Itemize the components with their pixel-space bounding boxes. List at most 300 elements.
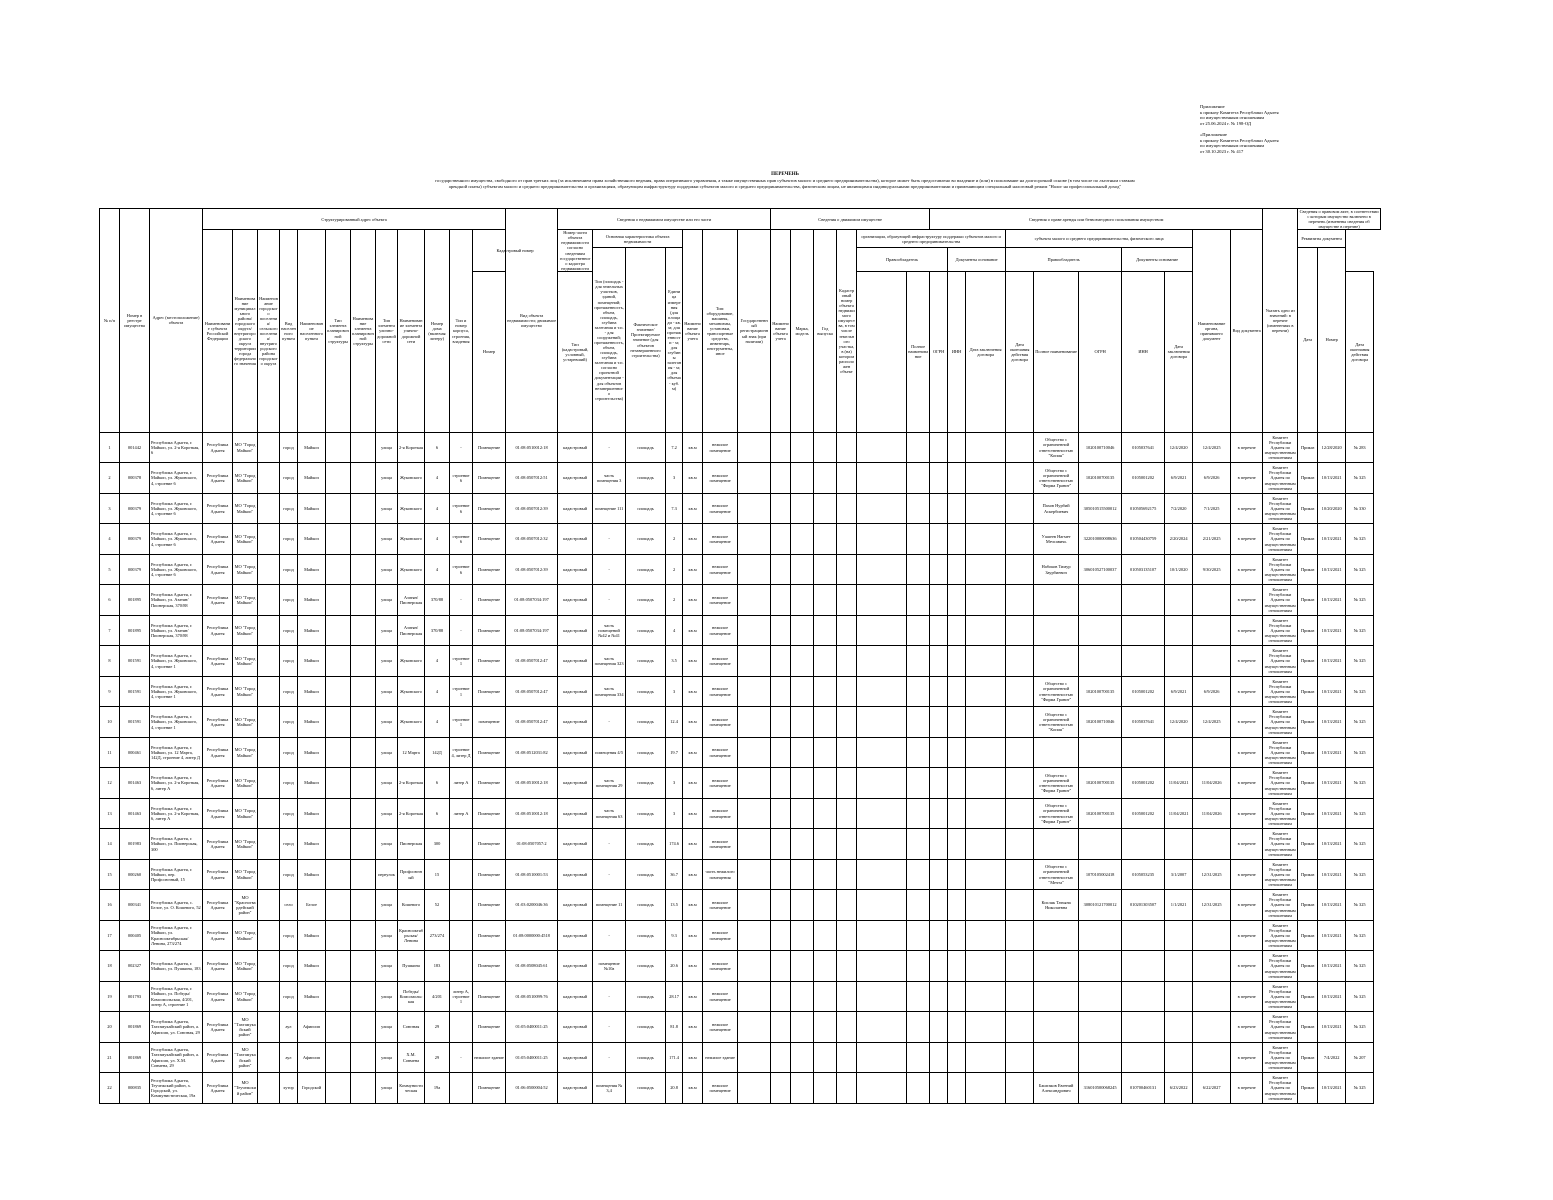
empty-cell <box>791 951 814 982</box>
empty-cell <box>930 737 948 768</box>
cell-mun: МО "Город Майкоп" <box>233 585 258 616</box>
empty-cell <box>837 1073 857 1104</box>
cell-sn: Афипсип <box>298 1042 326 1073</box>
note-line: к приказу Комитета Республики Адыгея <box>1200 109 1279 115</box>
cell-chr: площадь <box>626 463 666 494</box>
table-row <box>100 859 1381 890</box>
note-line: от 30.10.2023 г. № 417 <box>1200 148 1244 154</box>
cell-unit: кв.м <box>683 646 703 677</box>
empty-cell <box>1006 432 1034 463</box>
cell-str_t: улица <box>376 463 398 494</box>
col-object-type: Вид объекта недвижимости; движимое имущество <box>506 209 558 433</box>
cell-st: город <box>280 951 298 982</box>
cell-val: 36.7 <box>666 859 683 890</box>
cell-sn: Афипсип <box>298 1012 326 1043</box>
empty-cell <box>814 554 837 585</box>
cell-dn: № 325 <box>1346 676 1374 707</box>
cell-val: 20.8 <box>666 1073 683 1104</box>
empty-cell <box>930 463 948 494</box>
cell-ct: кадастровый <box>558 646 593 677</box>
cell-reg: 001793 <box>120 981 150 1012</box>
empty-cell <box>771 829 791 860</box>
cell-bldg <box>450 829 473 860</box>
empty-cell <box>948 585 966 616</box>
cell-d2 <box>1193 646 1231 677</box>
cell-n: 6 <box>100 585 120 616</box>
cell-sn: Майкоп <box>298 981 326 1012</box>
empty-cell <box>907 859 930 890</box>
cell-chr: площадь <box>626 1042 666 1073</box>
cell-dd: 10/13/2021 <box>1318 615 1346 646</box>
cell-str_n: Краснооктябрьская/Ленина <box>398 920 425 951</box>
empty-cell <box>326 554 351 585</box>
cell-d2: 11/04/2026 <box>1193 768 1231 799</box>
cell-d2 <box>1193 829 1231 860</box>
cell-fn: Пахов Нурбий Аскербиевич <box>1034 493 1079 524</box>
cell-cad: 01:08:0512031:82 <box>506 737 558 768</box>
cell-dd: 10/13/2021 <box>1318 646 1346 677</box>
empty-cell <box>837 737 857 768</box>
cell-rn: нежилое помещение <box>703 432 738 463</box>
cell-unit: кв.м <box>683 859 703 890</box>
empty-cell <box>814 1012 837 1043</box>
cell-part: - <box>593 1012 626 1043</box>
cell-val: 3 <box>666 798 683 829</box>
cell-cad: 01:05:0400011:25 <box>506 1042 558 1073</box>
cell-subj: Республика Адыгея <box>203 585 233 616</box>
empty-cell <box>771 615 791 646</box>
empty-cell <box>326 859 351 890</box>
cell-inn <box>1122 615 1165 646</box>
empty-cell <box>948 1073 966 1104</box>
cell-dt: Приказ <box>1298 829 1318 860</box>
cell-subj: Республика Адыгея <box>203 920 233 951</box>
cell-str_t: улица <box>376 1012 398 1043</box>
cell-reg: 000260 <box>120 859 150 890</box>
empty-cell <box>791 829 814 860</box>
empty-cell <box>326 951 351 982</box>
empty-cell <box>258 432 280 463</box>
cell-rn: нежилое помещение <box>703 524 738 555</box>
cell-addr: Республика Адыгея, г. Майкоп, ул. 2-я Короткая, 6, литер А <box>150 798 203 829</box>
cell-ogrn <box>1079 737 1122 768</box>
empty-cell <box>1006 676 1034 707</box>
cell-str_n: Жуковского <box>398 463 425 494</box>
note-line: по имущественным отношениям <box>1200 115 1265 120</box>
cell-ogrn <box>1079 951 1122 982</box>
cell-fn <box>1034 920 1079 951</box>
col-sme-inn: ИНН <box>1122 271 1165 432</box>
cadastral-group: Кадастровый номер <box>473 230 558 272</box>
cell-chr: площадь <box>626 951 666 982</box>
empty-cell <box>930 554 948 585</box>
cell-status: в перечне <box>1231 859 1263 890</box>
doc-req-group: Реквизиты документа <box>1298 230 1346 248</box>
empty-cell <box>791 737 814 768</box>
cell-str_n: Жуковского <box>398 707 425 738</box>
cell-subj: Республика Адыгея <box>203 798 233 829</box>
empty-cell <box>966 493 1006 524</box>
cell-auth: Комитет Республики Адыгея по имущественным отношениям <box>1263 554 1298 585</box>
cell-inn: 0105001202 <box>1122 676 1165 707</box>
cell-auth: Комитет Республики Адыгея по имущественным отношениям <box>1263 1042 1298 1073</box>
empty-cell <box>258 707 280 738</box>
cell-dt: Приказ <box>1298 615 1318 646</box>
cell-addr: Республика Адыгея, г. Майкоп, ул. Жуковского, 4, строение 1 <box>150 646 203 677</box>
empty-cell <box>930 676 948 707</box>
cell-ot: Помещение <box>473 768 506 799</box>
main-char-group: Основная характеристика объекта недвижимости <box>593 230 683 248</box>
cell-fn: Общество с ограниченной ответственностью "Фирма Гранит" <box>1034 798 1079 829</box>
cell-str_t: улица <box>376 554 398 585</box>
cell-d2: 2/21/2025 <box>1193 524 1231 555</box>
empty-cell <box>907 768 930 799</box>
empty-cell <box>326 768 351 799</box>
cell-unit: кв.м <box>683 1012 703 1043</box>
empty-cell <box>771 1073 791 1104</box>
col-reg-num: Номер в реестре имущества <box>120 209 150 433</box>
cell-subj: Республика Адыгея <box>203 890 233 921</box>
cell-status: в перечне <box>1231 829 1263 860</box>
cell-unit: кв.м <box>683 1073 703 1104</box>
cell-unit: кв.м <box>683 585 703 616</box>
empty-cell <box>930 798 948 829</box>
cell-d1 <box>1165 981 1193 1012</box>
empty-cell <box>837 1042 857 1073</box>
empty-cell <box>258 524 280 555</box>
empty-cell <box>966 1012 1006 1043</box>
col-infra-name: Полное наименование <box>907 271 930 432</box>
empty-cell <box>966 829 1006 860</box>
cell-d2 <box>1193 1012 1231 1043</box>
cell-inn: 0105001202 <box>1122 463 1165 494</box>
sme-holder-group: Правообладатель <box>1006 248 1122 272</box>
cell-str_n: Жуковского <box>398 676 425 707</box>
cell-house: 370/88 <box>425 615 450 646</box>
cell-dt: Приказ <box>1298 524 1318 555</box>
note-line: по имущественным отношениям <box>1200 143 1265 148</box>
cell-status: в перечне <box>1231 463 1263 494</box>
cell-st: аул <box>280 1012 298 1043</box>
cell-d2 <box>1193 951 1231 982</box>
empty-cell <box>857 890 907 921</box>
empty-cell <box>837 585 857 616</box>
cell-auth: Комитет Республики Адыгея по имущественным отношениям <box>1263 859 1298 890</box>
cell-dd: 10/13/2021 <box>1318 1073 1346 1104</box>
cell-inn: 010503135107 <box>1122 554 1165 585</box>
cell-dt: Приказ <box>1298 493 1318 524</box>
cell-unit: кв.м <box>683 737 703 768</box>
cell-dn: № 325 <box>1346 585 1374 616</box>
empty-cell <box>857 829 907 860</box>
cell-ct: кадастровый <box>558 829 593 860</box>
cell-n: 8 <box>100 646 120 677</box>
cell-house: 4 <box>425 707 450 738</box>
cell-str_t: улица <box>376 890 398 921</box>
cell-part: - <box>593 585 626 616</box>
empty-cell <box>791 890 814 921</box>
cell-dt: Приказ <box>1298 920 1318 951</box>
cell-dd: 10/13/2021 <box>1318 1012 1346 1043</box>
cell-sn: Майкоп <box>298 493 326 524</box>
col-status: Указать одно из значений: в перечне (изменениях в перечни) <box>1263 209 1298 433</box>
cell-subj: Республика Адыгея <box>203 432 233 463</box>
cell-rn: нежилое помещение <box>703 829 738 860</box>
cell-part: - <box>593 524 626 555</box>
empty-cell <box>814 646 837 677</box>
empty-cell <box>837 798 857 829</box>
cell-reg: 001591 <box>120 707 150 738</box>
cell-unit: кв.м <box>683 524 703 555</box>
empty-cell <box>857 1012 907 1043</box>
empty-cell <box>837 829 857 860</box>
empty-cell <box>791 524 814 555</box>
cell-dn: № 325 <box>1346 554 1374 585</box>
cell-d2: 12/4/2025 <box>1193 707 1231 738</box>
empty-cell <box>966 951 1006 982</box>
empty-cell <box>1006 554 1034 585</box>
cell-inn <box>1122 585 1165 616</box>
cell-d2: 6/9/2026 <box>1193 676 1231 707</box>
empty-cell <box>814 707 837 738</box>
cell-subj: Республика Адыгея <box>203 676 233 707</box>
cell-str_t: улица <box>376 615 398 646</box>
cell-mun: МО "Город Майкоп" <box>233 463 258 494</box>
cell-val: 12.4 <box>666 707 683 738</box>
cell-reg: 001895 <box>120 615 150 646</box>
cell-mun: МО "Город Майкоп" <box>233 920 258 951</box>
cell-subj: Республика Адыгея <box>203 951 233 982</box>
cell-fn <box>1034 981 1079 1012</box>
col-doc-number: Номер <box>1318 248 1346 433</box>
empty-cell <box>351 524 376 555</box>
cell-dn: № 207 <box>1346 1042 1374 1073</box>
cell-status: в перечне <box>1231 676 1263 707</box>
empty-cell <box>326 1042 351 1073</box>
cell-mun: МО "Город Майкоп" <box>233 798 258 829</box>
cell-val: 3 <box>666 768 683 799</box>
cell-n: 17 <box>100 920 120 951</box>
empty-cell <box>948 1042 966 1073</box>
note-line: Приложение <box>1200 104 1225 109</box>
cell-dt: Приказ <box>1298 798 1318 829</box>
cell-dn: № 325 <box>1346 463 1374 494</box>
cell-ot: Помещение <box>473 1073 506 1104</box>
empty-cell <box>966 798 1006 829</box>
empty-cell <box>857 859 907 890</box>
cell-sn: Белое <box>298 890 326 921</box>
cell-ct: кадастровый <box>558 676 593 707</box>
table-row <box>100 1012 1381 1043</box>
empty-cell <box>966 585 1006 616</box>
cell-subj: Республика Адыгея <box>203 493 233 524</box>
cell-house: 273/274 <box>425 920 450 951</box>
table-row <box>100 829 1381 860</box>
empty-cell <box>948 493 966 524</box>
cell-part: - <box>593 432 626 463</box>
empty-cell <box>351 1073 376 1104</box>
empty-cell <box>948 615 966 646</box>
cell-str_n: Х.М. Совмена <box>398 1042 425 1073</box>
col-street-name: Наименование элемента улично-дорожной сети <box>398 230 425 433</box>
cell-cad: 01:08:0507012:47 <box>506 646 558 677</box>
cell-rn: нежилое помещение <box>703 615 738 646</box>
cell-addr: Республика Адыгея, г. Майкоп, ул. 12 Марта, 142Д, строение 4, литер Д <box>150 737 203 768</box>
cell-sn: Майкоп <box>298 432 326 463</box>
cell-inn: 010505692175 <box>1122 493 1165 524</box>
cell-mun: МО "Город Майкоп" <box>233 829 258 860</box>
cell-ct: кадастровый <box>558 920 593 951</box>
col-building: Тип и номер корпуса, строения, владения <box>450 230 473 433</box>
cell-part: - <box>593 707 626 738</box>
cell-mun: МО "Тахтамукайский район" <box>233 1042 258 1073</box>
cell-dn: № 325 <box>1346 646 1374 677</box>
empty-cell <box>966 737 1006 768</box>
empty-cell <box>791 707 814 738</box>
empty-cell <box>814 890 837 921</box>
empty-cell <box>1006 981 1034 1012</box>
cell-d2: 9/30/2025 <box>1193 554 1231 585</box>
cell-st: село <box>280 890 298 921</box>
col-cad-number: Номер <box>473 271 506 432</box>
empty-cell <box>326 676 351 707</box>
empty-cell <box>738 493 771 524</box>
cell-house: 6 <box>425 432 450 463</box>
cell-cad: 01:08:0507057:2 <box>506 829 558 860</box>
cell-rn: нежилое помещение <box>703 676 738 707</box>
col-house: Номер дома (включая литеру) <box>425 230 450 433</box>
cell-cad: 01:05:0400011:25 <box>506 1012 558 1043</box>
cell-reg: 000835 <box>120 1073 150 1104</box>
cell-rn: нежилое помещение <box>703 554 738 585</box>
empty-cell <box>857 707 907 738</box>
cell-st: город <box>280 768 298 799</box>
empty-cell <box>791 493 814 524</box>
cell-subj: Республика Адыгея <box>203 707 233 738</box>
cell-subj: Республика Адыгея <box>203 646 233 677</box>
cell-ogrn: 1020100700135 <box>1079 798 1122 829</box>
cell-st: город <box>280 676 298 707</box>
cell-ot: Помещение <box>473 493 506 524</box>
cell-st: город <box>280 646 298 677</box>
cell-unit: кв.м <box>683 981 703 1012</box>
empty-cell <box>948 676 966 707</box>
realty-group: Сведения о недвижимом имуществе или его части <box>558 209 771 230</box>
empty-cell <box>738 768 771 799</box>
cell-inn: 0105037641 <box>1122 432 1165 463</box>
cell-status: в перечне <box>1231 707 1263 738</box>
cell-mun: МО "Город Майкоп" <box>233 859 258 890</box>
cell-bldg: строение 6 <box>450 463 473 494</box>
cell-part: часть помещения 334 <box>593 676 626 707</box>
cell-addr: Республика Адыгея, Тахтамукайский район, а. Афипсип, ул. Союзная, 29 <box>150 1012 203 1043</box>
empty-cell <box>738 463 771 494</box>
cell-subj: Республика Адыгея <box>203 1012 233 1043</box>
empty-cell <box>907 585 930 616</box>
cell-ct: кадастровый <box>558 554 593 585</box>
empty-cell <box>1006 1042 1034 1073</box>
cell-part: - <box>593 981 626 1012</box>
cell-sn: Майкоп <box>298 920 326 951</box>
cell-rn: часть нежилого помещения <box>703 859 738 890</box>
cell-bldg: литер А <box>450 768 473 799</box>
cell-mun: МО "Тахтамукайский район" <box>233 1012 258 1043</box>
empty-cell <box>791 768 814 799</box>
cell-ct: кадастровый <box>558 463 593 494</box>
empty-cell <box>791 798 814 829</box>
table-row <box>100 890 1381 921</box>
cell-ot: Помещение <box>473 859 506 890</box>
empty-cell <box>738 798 771 829</box>
cell-chr: площадь <box>626 890 666 921</box>
empty-cell <box>771 951 791 982</box>
cell-dn: № 325 <box>1346 951 1374 982</box>
empty-cell <box>857 646 907 677</box>
col-realty-name: Наименование объекта учета <box>683 230 703 433</box>
cell-ct: кадастровый <box>558 1073 593 1104</box>
empty-cell <box>738 737 771 768</box>
cell-status: в перечне <box>1231 768 1263 799</box>
cell-dt: Приказ <box>1298 768 1318 799</box>
cell-n: 13 <box>100 798 120 829</box>
empty-cell <box>814 859 837 890</box>
cell-status: в перечне <box>1231 951 1263 982</box>
cell-st: город <box>280 585 298 616</box>
cell-str_t: улица <box>376 676 398 707</box>
empty-cell <box>791 676 814 707</box>
cell-n: 5 <box>100 554 120 585</box>
table-row <box>100 920 1381 951</box>
cell-d1 <box>1165 737 1193 768</box>
cell-unit: кв.м <box>683 707 703 738</box>
empty-cell <box>351 493 376 524</box>
empty-cell <box>351 829 376 860</box>
empty-cell <box>857 493 907 524</box>
cell-auth: Комитет Республики Адыгея по имущественным отношениям <box>1263 981 1298 1012</box>
cell-reg: 001869 <box>120 1012 150 1043</box>
cell-cad: 01:08:0507034:197 <box>506 615 558 646</box>
cell-ogrn <box>1079 615 1122 646</box>
cell-d2: 6/22/2027 <box>1193 1073 1231 1104</box>
col-infra-ogrn: ОГРН <box>930 271 948 432</box>
empty-cell <box>857 615 907 646</box>
cell-str_n: Жуковского <box>398 554 425 585</box>
cell-str_n: 2-я Короткая <box>398 798 425 829</box>
cell-str_t: улица <box>376 829 398 860</box>
cell-reg: 001463 <box>120 798 150 829</box>
empty-cell <box>258 585 280 616</box>
cell-fn <box>1034 585 1079 616</box>
cell-str_t: улица <box>376 737 398 768</box>
cell-ct: кадастровый <box>558 859 593 890</box>
cell-dt: Приказ <box>1298 432 1318 463</box>
empty-cell <box>837 951 857 982</box>
empty-cell <box>966 524 1006 555</box>
cell-ogrn <box>1079 981 1122 1012</box>
empty-cell <box>837 432 857 463</box>
cell-str_n: Пионерская <box>398 829 425 860</box>
cell-dn: № 330 <box>1346 493 1374 524</box>
empty-cell <box>966 981 1006 1012</box>
cell-inn <box>1122 646 1165 677</box>
cell-subj: Республика Адыгея <box>203 981 233 1012</box>
cell-cad: 01:08:0508045:61 <box>506 951 558 982</box>
col-movable-brand: Марка, модель <box>791 230 814 433</box>
cell-cad: 01:08:0510012:18 <box>506 432 558 463</box>
cell-part: - <box>593 859 626 890</box>
cell-st: аул <box>280 1042 298 1073</box>
empty-cell <box>1006 890 1034 921</box>
